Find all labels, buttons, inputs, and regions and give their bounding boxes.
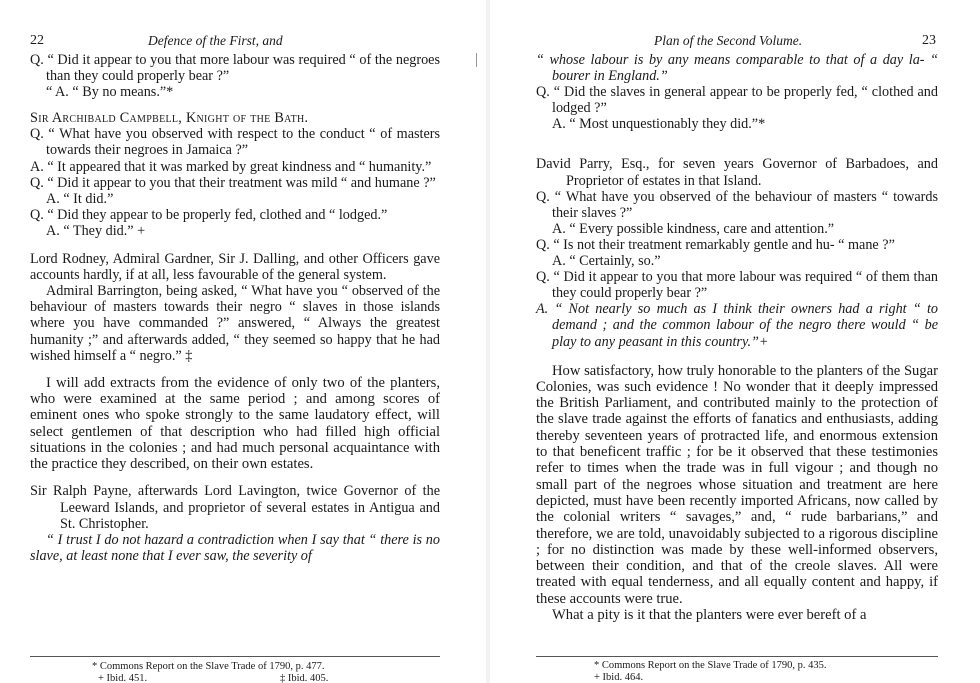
testimony-quote: “ whose labour is by any means comparable to that of a day la- “ bourer in England.”	[536, 52, 938, 85]
body-paragraph: I will add extracts from the evidence of only two of the planters, who were examined at the same period ; and among scores of eminent ones who spoke strongly to the same laudatory effect, will select gentlemen of that description who had filled high official situations in the colonies ; and had much personal acquaintance with the practice they described, on their own estates.	[30, 374, 440, 473]
question-paragraph: Q. “ What have you observed with respect to the conduct “ of masters towards their negroes in Jamaica ?”	[30, 126, 440, 159]
witness-heading: Sir Archibald Campbell, Knight of the Bath.	[30, 110, 309, 127]
question-paragraph: Q. “ Did they appear to be properly fed, clothed and “ lodged.”	[30, 206, 388, 223]
officers-paragraph: Lord Rodney, Admiral Gardner, Sir J. Dalling, and other Officers gave accounts hardly, if at all, less favourable of the general system.	[30, 251, 440, 284]
left-text-column	[30, 52, 440, 564]
answer-paragraph: A. “ They did.” +	[46, 222, 146, 239]
answer-paragraph: “ A. “ By no means.”*	[46, 84, 174, 101]
footnote-rule	[536, 656, 938, 657]
footnote: + Ibid. 451.	[98, 673, 148, 683]
footnote: ‡ Ibid. 405.	[280, 673, 329, 683]
question-paragraph: Q. “ Is not their treatment remarkably gentle and hu- “ mane ?”	[536, 236, 895, 253]
question-paragraph: Q. “ Did the slaves in general appear to be properly fed, “ clothed and lodged ?”	[536, 84, 938, 117]
question-paragraph: Q. “ Did it appear to you that more labour was required “ of the negroes than they could properly bear ?”	[30, 52, 440, 85]
answer-paragraph: A. “ Every possible kindness, care and attention.”	[552, 220, 835, 237]
footnote: * Commons Report on the Slave Trade of 1790, p. 435.	[594, 660, 827, 671]
answer-paragraph: A. “ It appeared that it was marked by great kindness and “ humanity.”	[30, 158, 432, 175]
right-text-column	[536, 52, 938, 623]
answer-paragraph: A. “ Not nearly so much as I think their owners had a right “ to demand ; and the common labour of the negro there would “ be play to any peasant in this country.”+	[536, 301, 938, 350]
answer-paragraph: A. “ It did.”	[46, 190, 114, 207]
barrington-paragraph: Admiral Barrington, being asked, “ What have you “ observed of the behaviour of masters towards their negro “ slaves in those islands where you have commanded ?” answered, “ Always the greatest humanity ;” and afterwards added, “ they seemed so happy that he had wished himself a “ negro.” ‡	[30, 283, 440, 364]
answer-paragraph: A. “ Most unquestionably they did.”*	[552, 116, 766, 133]
witness-heading: David Parry, Esq., for seven years Governor of Barbadoes, and Proprietor of estates in that Island.	[536, 156, 938, 189]
footnote: + Ibid. 464.	[594, 672, 644, 683]
body-paragraph: How satisfactory, how truly honorable to the planters of the Sugar Colonies, was such evidence ! No wonder that it deeply impressed the British Parliament, and contributed mainly to the protection of the slave trade against the efforts of fanatics and enthusiasts, adding thereby seventeen years of protracted life, and enormous extension to that beneficent traffic ; for be it observed that these testimonies refer to times when the trade was in full vigour ; and though no small part of the negroes whose situation and treatment are here depicted, must have been recently imported Africans, now called by the colonial writers “ savages,” and, “ rude barbarians,” and therefore, we are told, unavoidably subjected to a rigorous discipline ; for no distinction was made by these well-informed observers, between their condition, and that of the creole slaves. All were treated with equal tenderness, and all equally content and happy, if these accounts were true.	[536, 362, 938, 607]
answer-paragraph: A. “ Certainly, so.”	[552, 253, 661, 270]
question-paragraph: Q. “ Did it appear to you that more labour was required “ of them than they could properly bear ?”	[536, 269, 938, 302]
question-paragraph: Q. “ Did it appear to you that their treatment was mild “ and humane ?”	[30, 174, 436, 191]
body-paragraph: What a pity is it that the planters were ever bereft of a	[552, 607, 867, 624]
testimony-quote: “ I trust I do not hazard a contradiction when I say that “ there is no slave, at least none that I ever saw, the severity of	[30, 531, 440, 564]
question-paragraph: Q. “ What have you observed of the behaviour of masters “ towards their slaves ?”	[536, 188, 938, 221]
left-page-title: Defence of the First, and	[148, 33, 283, 48]
right-page-number: 23	[922, 33, 936, 48]
left-page	[0, 0, 486, 683]
margin-mark	[476, 53, 477, 67]
right-page-title: Plan of the Second Volume.	[654, 33, 803, 48]
witness-heading: Sir Ralph Payne, afterwards Lord Lavington, twice Governor of the Leeward Islands, and proprietor of several estates in Antigua and St. Christopher.	[30, 483, 440, 532]
footnote-rule	[30, 656, 440, 657]
footnote: * Commons Report on the Slave Trade of 1790, p. 477.	[92, 661, 325, 672]
left-page-number: 22	[30, 33, 44, 48]
right-page	[490, 0, 980, 683]
